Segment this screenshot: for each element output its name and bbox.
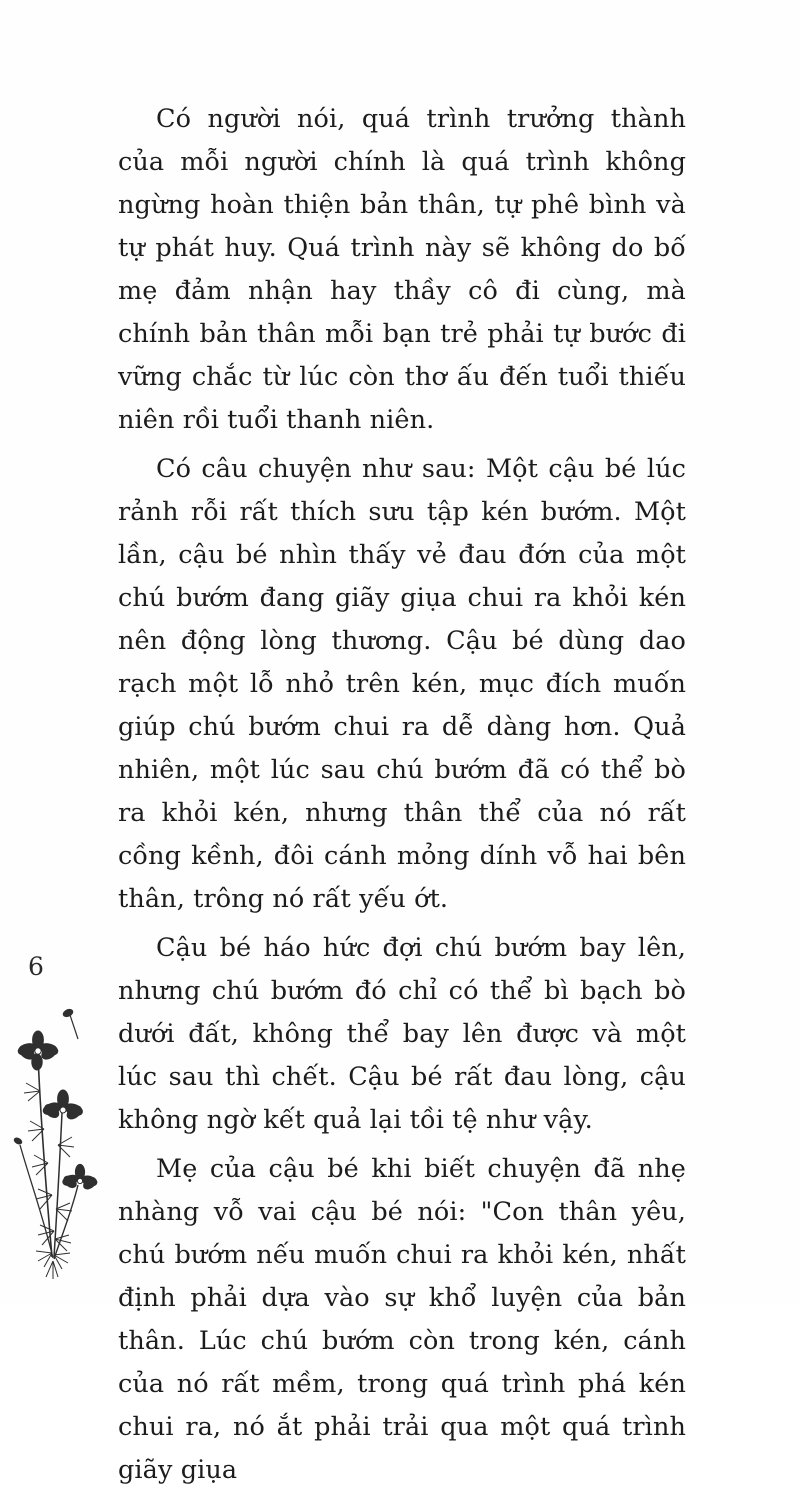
cosmos-flower-illustration-icon — [0, 995, 120, 1285]
paragraph-1: Có người nói, quá trình trưởng thành của mỗi người chính là quá trình không ngừng hoàn thiện bản thân, tự phê bình và tự phát huy. Quá trình này sẽ không do bố mẹ đảm nhận hay thầy cô đi cùng, mà chính bản thân mỗi bạn trẻ phải tự bước đi vững chắc từ lúc còn thơ ấu đến tuổi thiếu niên rồi tuổi thanh niên. — [118, 104, 686, 435]
paragraph-2: Có câu chuyện như sau: Một cậu bé lúc rảnh rỗi rất thích sưu tập kén bướm. Một lần, cậu bé nhìn thấy vẻ đau đớn của một chú bướm đang giãy giụa chui ra khỏi kén nên động lòng thương. Cậu bé dùng dao rạch một lỗ nhỏ trên kén, mục đích muốn giúp chú bướm chui ra dễ dàng hơn. Quả nhiên, một lúc sau chú bướm đã có thể bò ra khỏi kén, nhưng thân thể của nó rất cồng kềnh, đôi cánh mỏng dính vỗ hai bên thân, trông nó rất yếu ớt. — [118, 454, 686, 914]
body-text-column — [118, 98, 686, 1492]
paragraph-4: Mẹ của cậu bé khi biết chuyện đã nhẹ nhàng vỗ vai cậu bé nói: "Con thân yêu, chú bướm nếu muốn chui ra khỏi kén, nhất định phải dựa vào sự khổ luyện của bản thân. Lúc chú bướm còn trong kén, cánh của nó rất mềm, trong quá trình phá kén chui ra, nó ắt phải trải qua một quá trình giãy giụa — [118, 1154, 686, 1485]
paragraph-3: Cậu bé háo hức đợi chú bướm bay lên, nhưng chú bướm đó chỉ có thể bì bạch bò dưới đất, không thể bay lên được và một lúc sau thì chết. Cậu bé rất đau lòng, cậu không ngờ kết quả lại tồi tệ như vậy. — [118, 933, 686, 1135]
page-number: 6 — [28, 952, 44, 981]
